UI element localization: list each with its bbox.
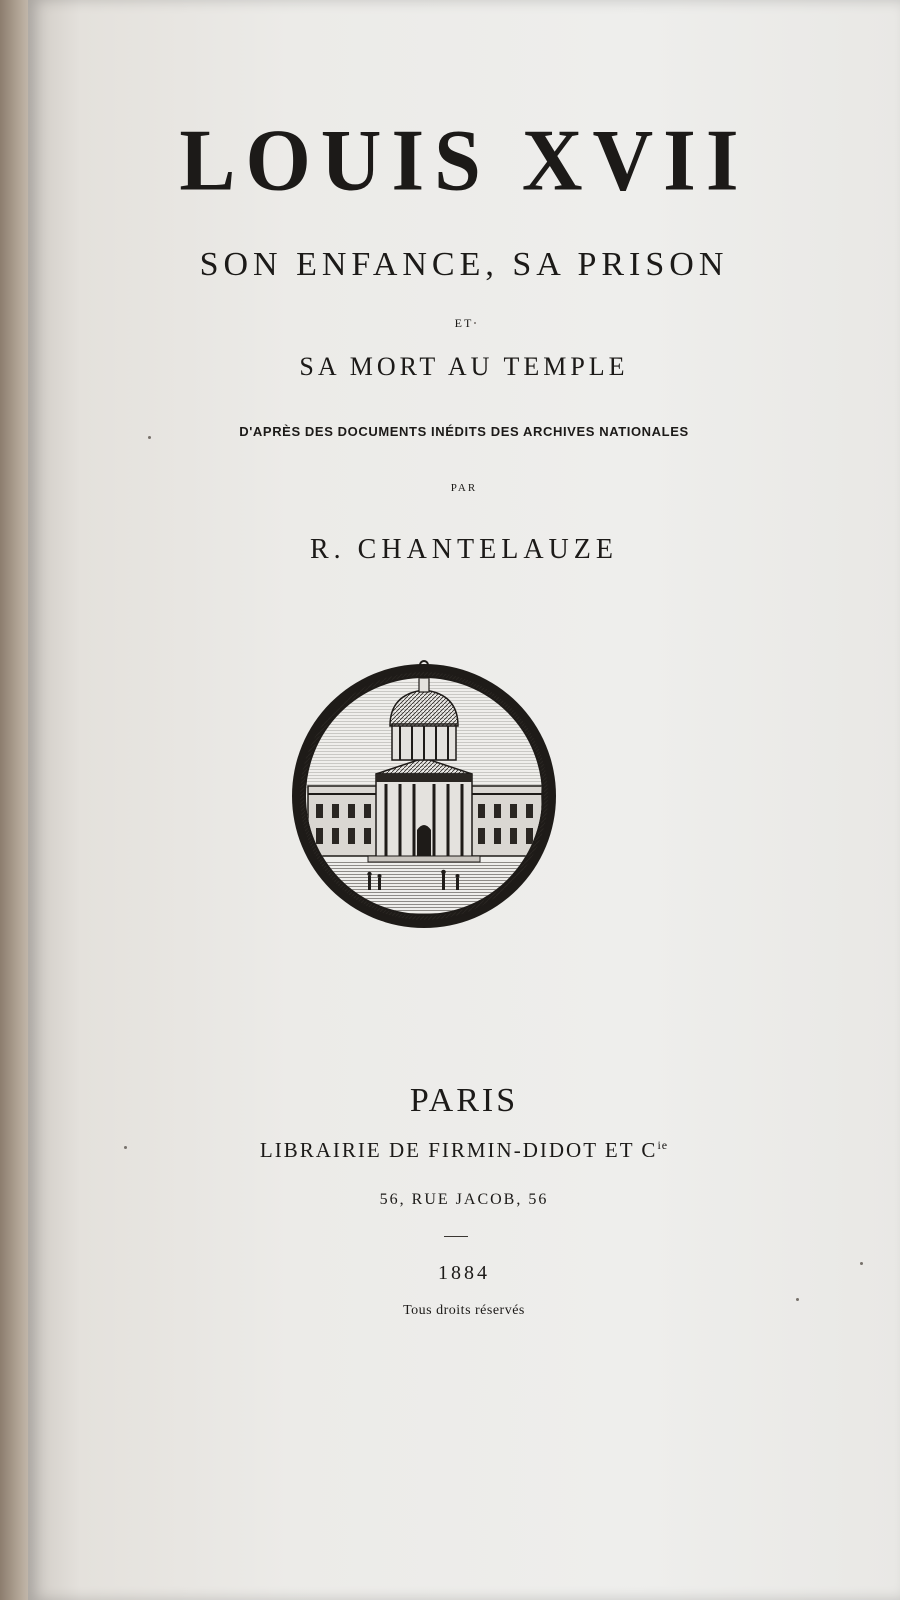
imprint-publisher [28, 1138, 900, 1163]
imprint-address: 56, RUE JACOB, 56 [379, 1191, 549, 1208]
paper-speck [124, 1146, 127, 1149]
book-title: LOUIS XVII [179, 111, 749, 210]
paper-speck [796, 1298, 799, 1301]
publisher-suffix: ie [657, 1138, 669, 1152]
source-note: D'APRÈS DES DOCUMENTS INÉDITS DES ARCHIVES NATIONALES [239, 424, 689, 439]
by-label: PAR [450, 482, 478, 494]
paper-speck [860, 1262, 863, 1265]
author-name: R. CHANTELAUZE [310, 534, 618, 565]
institut-de-france-engraving-icon [288, 660, 560, 932]
paper-speck [474, 322, 476, 324]
imprint-year: 1884 [438, 1262, 490, 1284]
imprint-city: PARIS [409, 1082, 519, 1119]
subtitle-line-2: SA MORT AU TEMPLE [299, 352, 629, 381]
publisher-name: LIBRAIRIE DE FIRMIN-DIDOT ET C [259, 1138, 658, 1162]
subtitle-line-1: SON ENFANCE, SA PRISON [199, 246, 729, 283]
paper-speck [148, 436, 151, 439]
rights-notice: Tous droits réservés [403, 1303, 525, 1318]
title-page [28, 0, 900, 1600]
subtitle-conjunction: ET [454, 316, 474, 330]
title-page-content [28, 0, 900, 1600]
imprint-divider [444, 1236, 468, 1237]
